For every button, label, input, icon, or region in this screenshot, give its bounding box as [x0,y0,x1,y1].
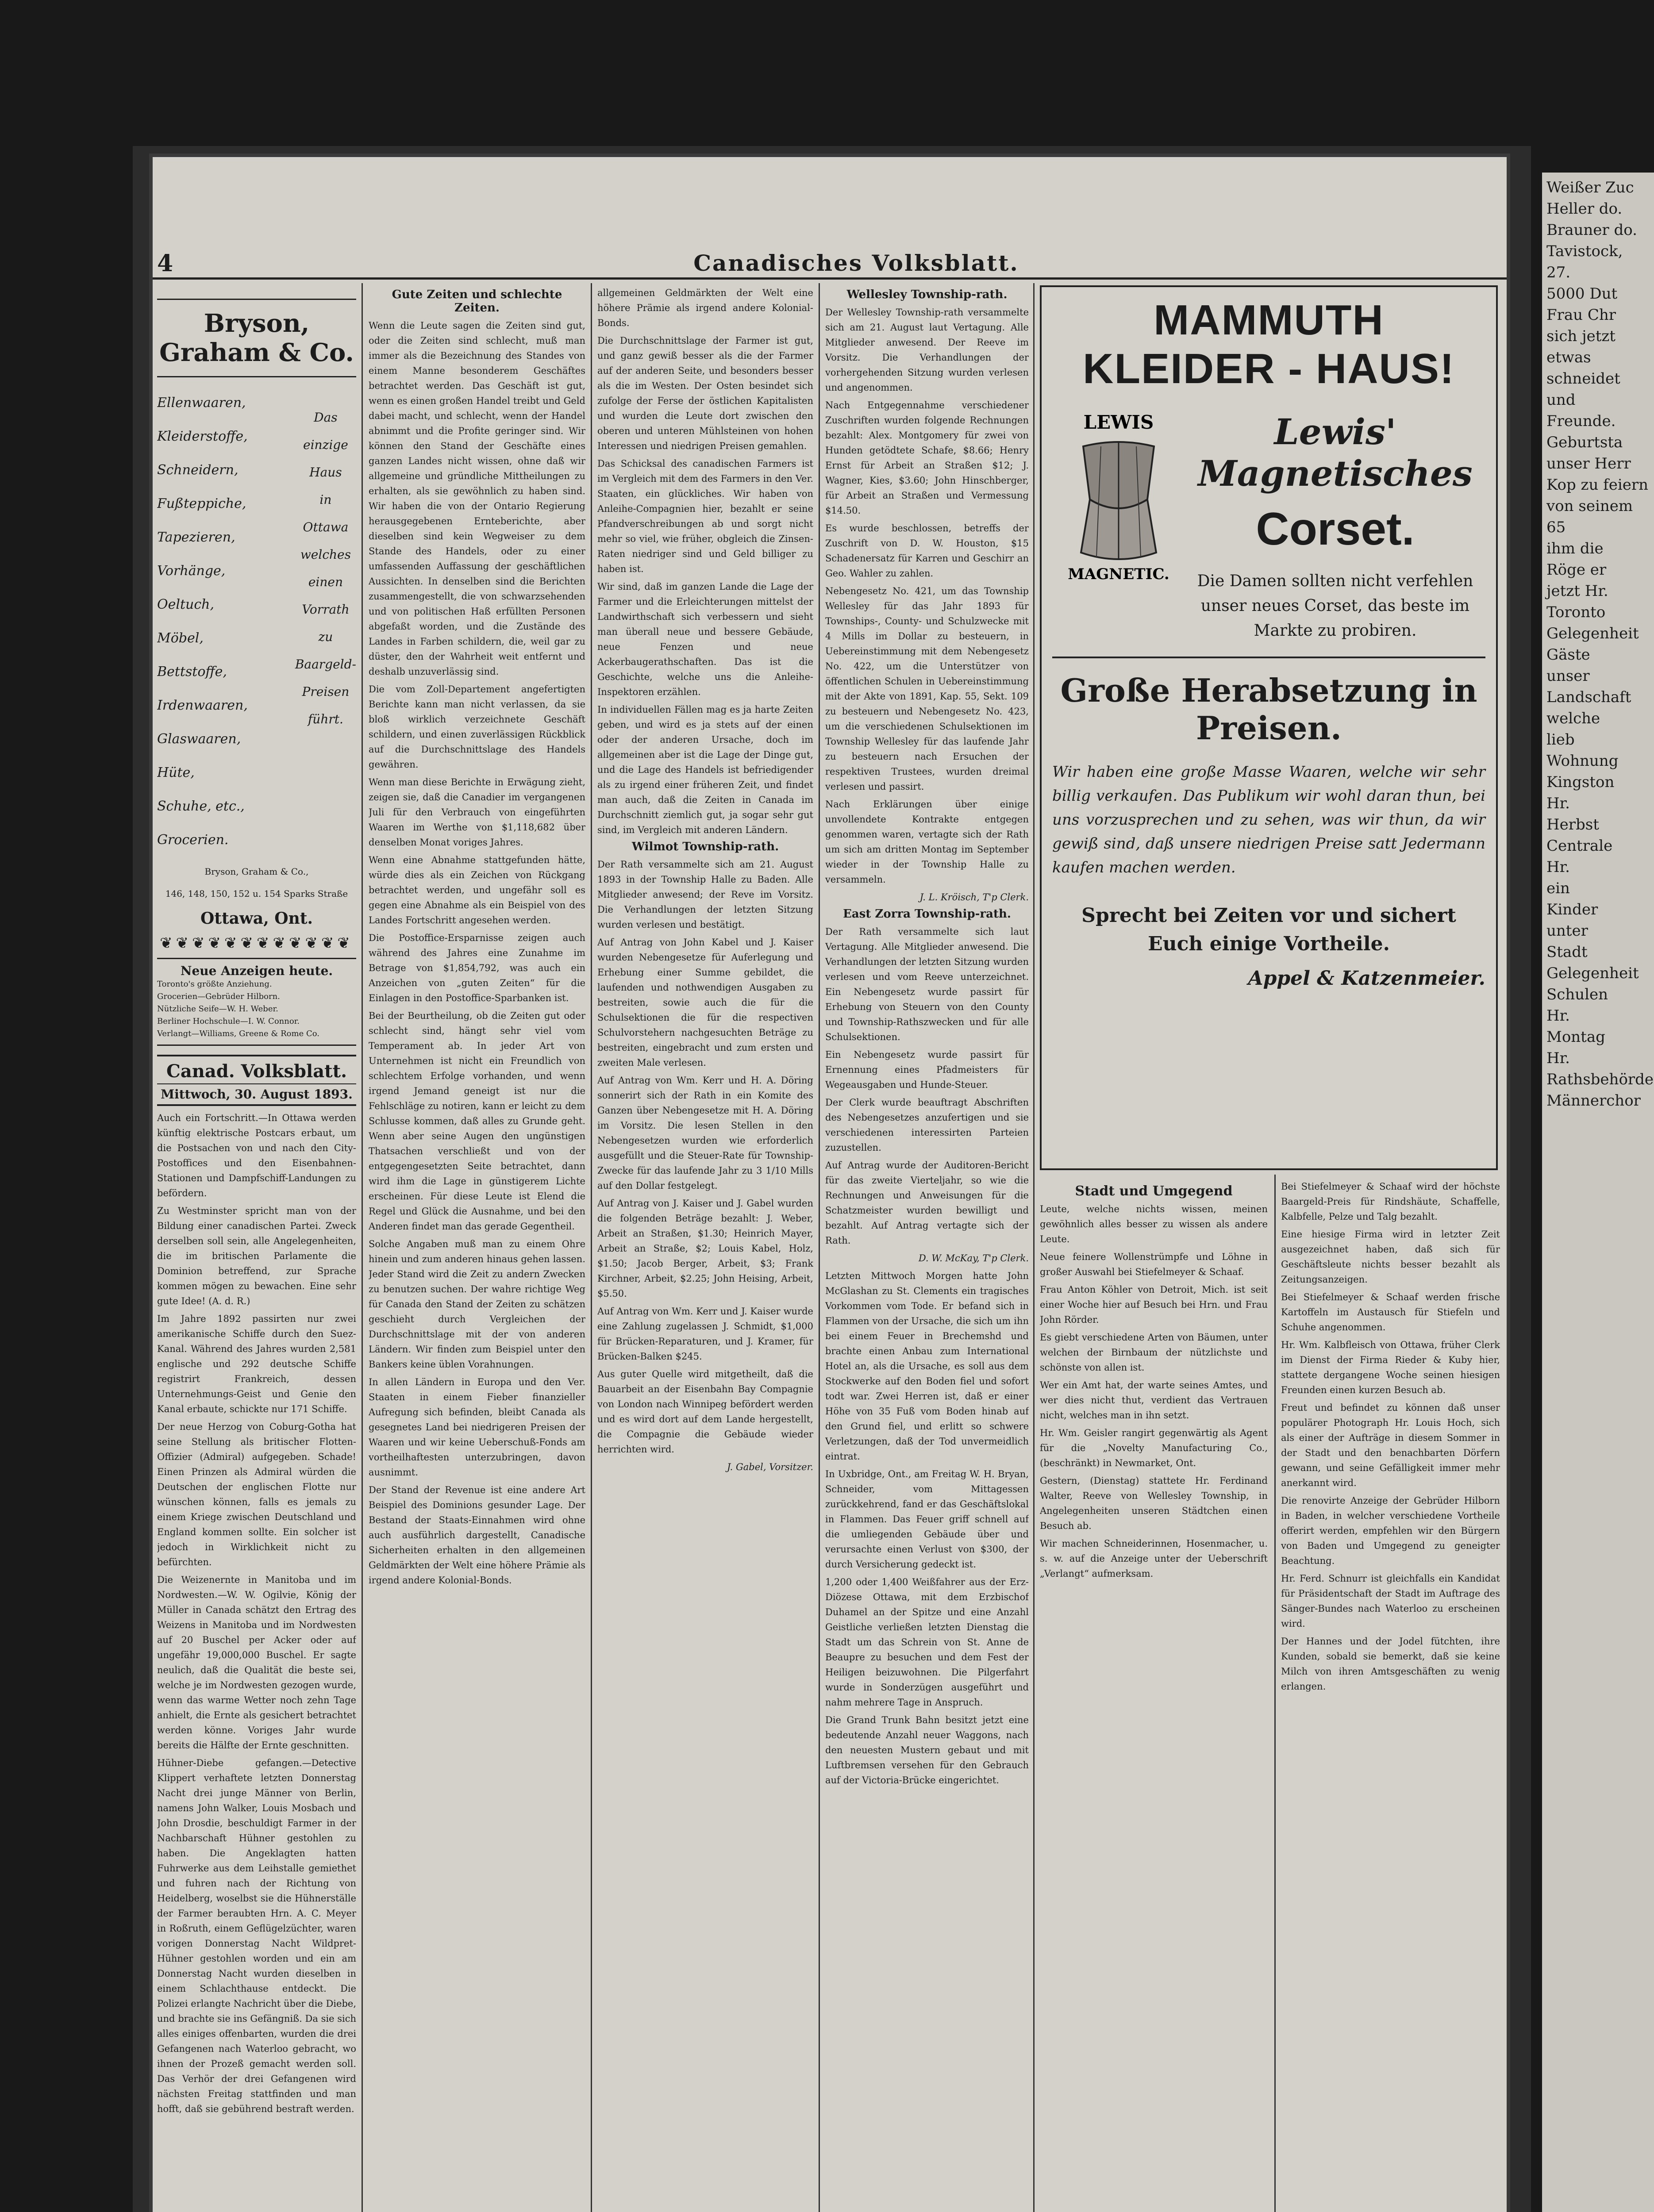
column-5-local-news [1040,1202,1268,1581]
column-divider [1274,1175,1276,2212]
news-paragraph: Die Grand Trunk Bahn besitzt jetzt eine bedeutende Anzahl neuer Waggons, nach den neuesten Mustern gebaut und mit Luftbremsen versehen für den Gebrauch auf der Victoria-Brücke eingerichtet. [825,1715,1029,1786]
adjacent-line: ein [1546,879,1570,897]
adjacent-line: Kop zu feiern [1546,476,1648,494]
column-3-articles [597,285,813,837]
article-paragraph: Die Durchschnittslage der Farmer ist gut, und ganz gewiß besser als die der Farmer auf der anderen Seite, und besonders besser als die im Westen. Der Osten besindet sich zufolge der Ferse der östlichen Kapitalisten und wurden die Leute dort zwischen den oberen und unteren Mühlsteinen von hohen Interessen und niedrigen Preisen gemahlen. [597,335,813,451]
ad-side-word: in [319,492,332,507]
adjacent-line: von seinem 65 [1546,497,1633,536]
local-news-item: Hr. Wm. Kalbfleisch von Ottawa, früher Clerk im Dienst der Firma Rieder & Kuby hier, stattete dergangene Woche seinen hiesigen Freunden einen kurzen Besuch ab. [1281,1340,1500,1395]
local-news-item: Eine hiesige Firma wird in letzter Zeit ausgezeichnet haben, daß sich für Geschäftsleute nichts besser bezahlt als Zeitungsanzeigen. [1281,1229,1500,1285]
local-news-item: Bei Stiefelmeyer & Schaaf werden frische Kartoffeln im Austausch für Stiefeln und Schuhe angenommen. [1281,1292,1500,1333]
local-news-item: Wer ein Amt hat, der warte seines Amtes, und wer dies nicht thut, verdient das Vertrauen nicht, welches man in ihn setzt. [1040,1380,1268,1421]
article-paragraph: Der Rath versammelte sich laut Vertagung. Alle Mitglieder anwesend. Die Verhandlungen der letzten Sitzung wurden verlesen und vom Reeve unterzeichnet. Ein Nebengesetz wurde passirt für Erhebung von Steuern von den County und Township-Rathszwecken und für alle Schulsektionen. [825,926,1029,1042]
adjacent-line: Geburtsta [1546,434,1623,451]
adjacent-line: Toronto [1546,603,1606,621]
adjacent-line: Rathsbehörde [1546,1071,1654,1088]
local-news-item: Wir machen Schneiderinnen, Hosenmacher, u. s. w. auf die Anzeige unter der Ueberschrift „Verlangt“ aufmerksam. [1040,1538,1268,1579]
local-news-item: Leute, welche nichts wissen, meinen gewöhnlich alles besser zu wissen als andere Leute. [1040,1204,1268,1244]
adjacent-line: Röge er [1546,561,1607,579]
article-paragraph: Wenn eine Abnahme stattgefunden hätte, würde dies als ein Zeichen von Rückgang betrachtet werden, und ungefähr soll es gegen eine Abnahme als ein Beispiel von des Landes Fortschritt angesehen werden. [369,855,585,926]
adjacent-line: Weißer Zuc [1546,179,1634,196]
article-paragraph: Wenn man diese Berichte in Erwägung zieht, zeigen sie, daß die Canadier im vergangenen Juli für den Verbrauch von eingeführten Waaren im Werthe von $1,118,682 über denselben Monat voriges Jahres. [369,777,585,848]
article-paragraph: Ein Nebengesetz wurde passirt für Ernennung eines Pfadmeisters für Wegeausgaben und Hunde-Steuer. [825,1049,1029,1090]
article-paragraph: Auf Antrag von Wm. Kerr und J. Kaiser wurde eine Zahlung zugelassen J. Schmidt, $1,000 für Brücken-Reparaturen, und J. Kramer, für Brücken-Balken $245. [597,1306,813,1362]
ad-side-word: Haus [309,465,342,480]
paper-date: Mittwoch, 30. August 1893. [157,1083,356,1106]
adjacent-line: unter [1546,922,1588,940]
header-rule [153,277,1507,280]
ad-firm: Appel & Katzenmeier. [1248,967,1485,990]
article-paragraph: Der neue Herzog von Coburg-Gotha hat seine Stellung als britischer Flotten-Offizier (Admiral) aufgegeben. Schade! Einen Prinzen als Admiral würden die Deutschen der englischen Flotte nur wünschen können, falls es jemals zu einem Kriege zwischen Deutschland und England kommen sollte. Ein solcher ist jedoch in Wirklichkeit nicht zu befürchten. [157,1421,356,1567]
masthead: Canadisches Volksblatt. [693,250,1019,276]
adjacent-line: Frau Chr [1546,306,1616,324]
adjacent-line: Montag [1546,1028,1605,1046]
local-news-item: Es giebt verschiedene Arten von Bäumen, unter welchen der Birnbaum der nützlichste und schönste von allen ist. [1040,1332,1268,1373]
article-paragraph: Der Rath versammelte sich am 21. August 1893 in der Township Halle zu Baden. Alle Mitglieder anwesend; der Reve im Vorsitz. Die Verhandlungen der letzten Sitzung wurden verlesen und bestätigt. [597,859,813,930]
article-paragraph: Nebengesetz No. 421, um das Township Wellesley für das Jahr 1893 für Townships-, County- und Schulzwecke mit 4 Mills im Dollar zu besteuern, in Uebereinstimmung mit dem Nebengesetz No. 422, um die Unterstützer von öffentlichen Schulen in Uebereinstimmung mit der Akte von 1891, Kap. 55, Sekt. 109 zu besteuern und Nebengesetz No. 423, um die verschiedenen Schulsektionen im Township Wellesley für das laufende Jahr zu besteuern nach Ersuchen der respektiven Trustees, wurden dreimal verlesen und passirt. [825,586,1029,792]
ad-title: MAMMUTH KLEIDER - HAUS! [1083,296,1455,392]
column-4-news [825,1268,1029,1788]
ad-side-word: Das [314,410,338,425]
adjacent-line: ihm die [1546,540,1604,557]
corset-section [1052,407,1485,643]
ad-side-word: Ottawa [303,520,349,534]
adjacent-line: Kinder [1546,901,1598,918]
new-ad-line: Grocerien—Gebrüder Hilborn. [157,992,280,1001]
new-ads-title: Neue Anzeigen heute. [180,964,333,978]
page-header [153,250,1507,276]
column-1-articles [157,1110,356,2116]
price-heading: Große Herabsetzung in Preisen. [1052,657,1485,747]
new-ads-box [157,958,356,1046]
column-2 [369,285,585,2212]
ad-item: Irdenwaaren, [157,698,248,713]
adjacent-line: Hr. [1546,1007,1570,1025]
ad-address: 146, 148, 150, 152 u. 154 Sparks Straße [165,888,348,899]
column-6-local-news [1281,1179,1500,1694]
ad-side-word: führt. [308,712,343,726]
article-title: East Zorra Township-rath. [843,907,1011,921]
ad-item: Glaswaaren, [157,731,241,747]
column-3-subarticles [597,857,813,1457]
column-3 [597,285,813,2212]
article-paragraph: Auf Antrag von John Kabel und J. Kaiser wurden Nebengesetze für Auferlegung und Erhebung einer Summe gebildet, die laufenden und nothwendigen Ausgaben zu bestreiten, sowie auch die für die Schulsektionen die für die respectiven Schulvorstehern nachgesuchten Beträge zu bestreiten, eingebracht und zum ersten und zweiten Male verlesen. [597,937,813,1068]
local-news-item: Der Hannes und der Jodel fütchten, ihre Kunden, sobald sie bemerkt, daß sie keine Milch von ihren Amtsgeschäften zu wenig erlangen. [1281,1636,1500,1692]
ad-item: Schneidern, [157,462,238,478]
adjacent-line: Schulen [1546,986,1608,1003]
local-news-item: Freut und befindet zu können daß unser populärer Photograph Hr. Louis Hoch, sich als einer der Aufträge in diesem Sommer in der Stadt und den benachbarten Dörfern gewann, und seine Gefälligkeit immer mehr anerkannt wird. [1281,1402,1500,1488]
corset-headings [1185,407,1485,643]
signature: J. Gabel, Vorsitzer. [727,1462,813,1472]
article-paragraph: In allen Ländern in Europa und den Ver. Staaten in einem Fieber finanzieller Aufregung sich befinden, bleibt Canada als gesegnetes Land bei niedrigeren Preisen der Waaren und wir keine Ueberschuß-Fonds am vortheilhaftesten unterzubringen, davon ausnimmt. [369,1377,585,1478]
local-news-item: Gestern, (Dienstag) stattete Hr. Ferdinand Walter, Reeve von Wellesley Township, in Angelegenheiten unseren Städtchen einen Besuch ab. [1040,1475,1268,1531]
ad-text: Die Damen sollten nicht verfehlen unser neues Corset, das beste im Markte zu probiren. [1197,572,1473,640]
adjacent-line: welche [1546,710,1600,727]
column-5 [1040,1179,1268,2212]
new-ads-list [157,978,356,1040]
signature: D. W. McKay, T'p Clerk. [918,1253,1029,1263]
ad-item: Fußteppiche, [157,496,246,511]
adjacent-line: Herbst [1546,816,1599,833]
adjacent-line: Hr. [1546,1049,1570,1067]
adjacent-line: unser Herr [1546,455,1631,472]
ad-item: Grocerien. [157,832,229,848]
adjacent-line: Männerchor [1546,1092,1641,1110]
adjacent-line: Hr. [1546,795,1570,812]
ad-call-to-action: Sprecht bei Zeiten vor und sichert Euch einige Vortheile. [1081,904,1456,955]
new-ad-line: Toronto's größte Anziehung. [157,979,272,989]
ad-item: Vorhänge, [157,563,226,579]
article-paragraph: Die vom Zoll-Departement angefertigten Berichte kann man nicht verlassen, da sie bloß wirklich verzeichnete Geschäft schildern, und einen zuverlässigen Rückblick auf die Durchschnittslage des Handels gewähren. [369,684,585,770]
ad-firm-repeat: Bryson, Graham & Co., [204,866,309,877]
ad-side-word: einzige [303,438,348,452]
signature: J. L. Kröisch, T'p Clerk. [919,892,1029,902]
article-paragraph: Die Postoffice-Ersparnisse zeigen auch während des Jahres eine Zunahme im Betrage von $1,854,792, was auch ein Anzeichen von „guten Zeiten“ für die Einlagen in den Postoffice-Sparbanken ist. [369,933,585,1003]
local-news-item: Hr. Wm. Geisler rangirt gegenwärtig als Agent für die „Novelty Manufacturing Co., (beschränkt) in Newmarket, Ont. [1040,1428,1268,1468]
column-divider [1033,283,1035,2212]
adjacent-line: unser [1546,667,1590,685]
article-paragraph: Auf Antrag von J. Kaiser und J. Gabel wurden die folgenden Beträge bezahlt: J. Weber, Arbeit an Straßen, $1.30; Heinrich Mayer, Arbeit an Straße, $2; Louis Kabel, Holz, $1.50; Jacob Berger, Arbeit, $3; Frank Kirchner, Arbeit, $2.25; John Heising, Arbeit, $5.50. [597,1198,813,1299]
article-paragraph: Es wurde beschlossen, betreffs der Zuschrift von D. W. Houston, $15 Schadenersatz für Karren und Geschirr an Geo. Wahler zu zahlen. [825,523,1029,579]
article-paragraph: Der Clerk wurde beauftragt Abschriften des Nebengesetzes anzufertigen und sie verschiedenen interessirten Parteien zuzustellen. [825,1097,1029,1153]
article-paragraph: Wir sind, daß im ganzen Lande die Lage der Farmer und die Erleichterungen mittelst der Landwirthschaft sich verbessern und sieht man überall neue und bessere Gebäude, neue Fenzen und neue Ackerbaugerathschaften. Das ist die Geschichte, welche uns die Anleihe-Inspektoren erzählen. [597,581,813,697]
article-paragraph: allgemeinen Geldmärkten der Welt eine höhere Prämie als irgend andere Kolonial-Bonds. [597,288,813,328]
column-6 [1281,1179,1500,2212]
article-title: Wilmot Township-rath. [631,840,779,853]
ad-item: Möbel, [157,630,204,646]
ad-body: Wir haben eine große Masse Waaren, welche wir sehr billig verkaufen. Das Publikum wir wohl daran thun, bei uns vorzusprechen und zu sehen, was wir thun, da wir gewiß sind, daß unsere niedrigen Preise satt Jedermann kaufen machen werden. [1052,763,1485,876]
adjacent-line: Gelegenheit [1546,964,1639,982]
adjacent-page [1542,173,1654,2212]
ad-side-word: einen [308,575,343,589]
adjacent-line: Hr. [1546,858,1570,876]
adjacent-line: Heller do. [1546,200,1623,218]
adjacent-line: Brauner do. [1546,221,1637,239]
article-paragraph: Nach Erklärungen über einige unvollendete Kontrakte entgegen genommen waren, vertagte sich der Rath um sich am dritten Montag im September wieder in der Township Halle zu versammeln. [825,799,1029,885]
adjacent-line: 5000 Dut [1546,285,1618,303]
local-news-item: Hr. Ferd. Schnurr ist gleichfalls ein Kandidat für Präsidentschaft der Stadt im Auftrage des Sänger-Bundes nach Waterloo zu erscheinen wird. [1281,1573,1500,1629]
adjacent-line: sich jetzt etwas [1546,327,1616,366]
new-ad-line: Berliner Hochschule—I. W. Connor. [157,1017,300,1026]
ad-side-word: Preisen [302,684,350,699]
column-2-articles [369,318,585,1588]
corset-label-top: LEWIS [1083,411,1154,433]
adjacent-line: Centrale [1546,837,1613,855]
adjacent-line: Tavistock, 27. [1546,242,1623,281]
column-4-subarticles [825,924,1029,1248]
article-paragraph: Der Wellesley Township-rath versammelte sich am 21. August laut Vertagung. Alle Mitglieder anwesend. Der Reeve im Vorsitz. Die Verhandlungen der vorhergehenden Sitzung wurden verlesen und angenommen. [825,307,1029,393]
ad-firm-name: Bryson, Graham & Co. [157,299,356,377]
article-paragraph: Die Weizenernte in Manitoba und im Nordwesten.—W. W. Ogilvie, König der Müller in Canada schätzt den Ertrag des Weizens in Manitoba und im Nordwesten auf 20 Buschel per Acker oder auf ungefähr 19,000,000 Buschel. Er sagte neulich, daß die Qualität die beste sei, welche je im Nordwesten gezogen wurde, wenn das warme Wetter noch zehn Tage anhielt, die Ernte als gesichert betrachtet werden könne. Voriges Jahr wurde bereits die Hälfte der Ernte geschnitten. [157,1575,356,1751]
column-4-articles [825,305,1029,887]
adjacent-line: Landschaft [1546,688,1631,706]
ad-item: Hüte, [157,765,195,780]
adjacent-page-text [1542,173,1654,1116]
article-paragraph: In individuellen Fällen mag es ja harte Zeiten geben, und wird es ja stets auf der einen oder der anderen Ursache, doch im allgemeinen aber ist die Lage der Dinge gut, und die Lage des Handels ist befriedigender als zu irgend einer früheren Zeit, und findet man auch, daß die Zeiten in Canada im Durchschnitt ziemlich gut, ja sogar sehr gut sind, im Vergleich mit anderen Ländern. [597,704,813,835]
ad-heading: Lewis' Magnetisches [1198,411,1473,494]
article-paragraph: Der Stand der Revenue ist eine andere Art Beispiel des Dominions gesunder Lage. Der Bestand der Staats-Einnahmen wird ohne auch ausführlich dargestellt, Canadische Sicherheiten erhalten in den allgemeinen Geldmärkten der Welt eine höhere Prämie als irgend andere Kolonial-Bonds. [369,1485,585,1586]
column-1 [157,285,356,2212]
ad-item: Schuhe, etc., [157,799,245,814]
adjacent-line: Gelegenheit [1546,625,1639,642]
article-paragraph: Solche Angaben muß man zu einem Ohre hinein und zum anderen hinaus gehen lassen. Jeder Stand wird die Zeit zu andern Zwecken zu benutzen suchen. Der wahre richtige Weg für Canada den Stand der Zeiten zu schätzen geschieht durch Vergleichen der Durchschnittslage mit der von anderen Ländern. Wir finden zum Beispiel unter den Bankers keine üblen Vorahnungen. [369,1239,585,1370]
corset-illustration [1052,407,1185,584]
adjacent-line: jetzt Hr. [1546,582,1608,600]
page-number: 4 [157,250,173,277]
adjacent-line: schneidet und [1546,370,1620,409]
newspaper-page [153,157,1507,2212]
ad-items-left [157,386,248,857]
local-news-item: Die renovirte Anzeige der Gebrüder Hilborn in Baden, in welcher verschiedene Vortheile offerirt werden, empfehlen wir den Bürgern von Baden und Umgegend zu geneigter Beachtung. [1281,1495,1500,1566]
column-4 [825,285,1029,2212]
section-title: Stadt und Umgegend [1075,1183,1233,1199]
adjacent-line: Kingston [1546,773,1615,791]
adjacent-line: Wohnung [1546,752,1619,770]
article-paragraph: Auch ein Fortschritt.—In Ottawa werden künftig elektrische Postcars erbaut, um die Postsachen von und nach den City-Postoffices und den Eisenbahnen-Stationen und Dampfschiff-Landungen zu befördern. [157,1113,356,1198]
ad-side-word: Baargeld- [295,657,356,672]
article-title: Gute Zeiten und schlechte Zeiten. [392,288,562,315]
article-paragraph: Auf Antrag von Wm. Kerr und H. A. Döring sonnerirt sich der Rath in ein Komite des Ganzen über Nebengesetze mit H. A. Döring im Vorsitz. Die lesen Stellen in den Nebengesetzen wurden wie erforderlich ausgefüllt und die Steuer-Rate für Township-Zwecke für das laufende Jahr zu 3 1/10 Mills auf den Dollar festgelegt. [597,1075,813,1191]
mammoth-ad [1040,285,1498,1170]
ad-side-word: Vorrath [302,602,350,617]
ad-item-list [157,386,356,857]
article-paragraph: Nach Entgegennahme verschiedener Zuschriften wurden folgende Rechnungen bezahlt: Alex. Montgomery für zwei von Hunden getödtete Schafe, $8.66; Henry Ernst für Arbeit an Straßen $12; J. Wagner, Kies, $3.60; John Hinschberger, für Arbeit an Straßen und Vermessung $14.50. [825,400,1029,516]
article-paragraph: Das Schicksal des canadischen Farmers ist im Vergleich mit dem des Farmers in den Ver. Staaten, ein glückliches. Wir haben von Anleihe-Compagnien hier, bezahlt er seine Pfandverschreibungen ab und sorgt nicht mehr so viel, wie früher, obgleich die Zinsen-Raten niedriger sind und Geld billiger zu haben ist. [597,458,813,574]
article-title: Wellesley Township-rath. [846,288,1008,301]
local-news-item: Frau Anton Köhler von Detroit, Mich. ist seit einer Woche hier auf Besuch bei Hrn. und Frau John Rörder. [1040,1284,1268,1325]
ad-side-word: zu [318,630,333,644]
news-paragraph: In Uxbridge, Ont., am Freitag W. H. Bryan, Schneider, vom Mittagessen zurückkehrend, fand er das Geschäftslokal in Flammen. Das Feuer griff schnell auf die umliegenden Gebäude über und verursachte einen Verlust von $300, der durch Versicherung gedeckt ist. [825,1469,1029,1570]
adjacent-line: Gäste [1546,646,1590,664]
ad-side-word: welches [300,547,351,562]
corset-label-bottom: MAGNETIC. [1068,565,1169,583]
adjacent-line: Freunde. [1546,412,1616,430]
article-paragraph: Bei der Beurtheilung, ob die Zeiten gut oder schlecht sind, hängt sehr viel vom Temperament ab. In jeder Art von Unternehmen ist nicht ein Freundlich von schlechtem Erfolge vorhanden, und wenn irgend Jemand geneigt ist nur die Fehlschläge zu notiren, kann er leicht zu dem Schlusse kommen, daß alles zu Grunde geht. Wenn aber seine Augen den ungünstigen Thatsachen verschließt und von der entgegengesetzten Seite betrachtet, dann wird ihm die Lage in günstigerem Lichte erscheinen. Für diese Leute ist Elend die Regel und Glück die Ausnahme, und bei den Anderen findet man das gerade Gegentheil. [369,1010,585,1232]
ad-city: Ottawa, Ont. [200,909,313,928]
news-paragraph: Letzten Mittwoch Morgen hatte John McGlashan zu St. Clements ein tragisches Vorkommen vom Tode. Er befand sich in Flammen von der Ursache, die sich um ihn bei einem Feuer in Brechemshd und brachte einen Anbau zum International Hotel an, als die Ursache, es soll aus dem Stockwerke auf den Boden fiel und sofort todt war. Zwei Herren ist, daß er einer Höhe von 35 Fuß vom Boden hinab auf den Grund fiel, und erlitt so schwere Verletzungen, daß der Tod unvermeidlich eintrat. [825,1271,1029,1462]
local-news-item: Neue feinere Wollenstrümpfe und Löhne in großer Auswahl bei Stiefelmeyer & Schaaf. [1040,1252,1268,1277]
paper-name: Canad. Volksblatt. [157,1055,356,1082]
ad-item: Ellenwaaren, [157,395,246,411]
article-paragraph: Im Jahre 1892 passirten nur zwei amerikanische Schiffe durch den Suez-Kanal. Während des Jahres wurden 2,581 englische und 292 deutsche Schiffe registrirt Frankreich, dessen Unternehmungs-Geist und Genie den Kanal erbaute, schickte nur 171 Schiffe. [157,1313,356,1414]
ad-heading: Corset. [1256,503,1415,555]
news-paragraph: 1,200 oder 1,400 Weißfahrer aus der Erz-Diözese Ottawa, mit dem Erzbischof Duhamel an der Spitze und eine Anzahl Geistliche verließen letzten Dienstag die Stadt um das Schrein von St. Anne de Beaupre zu besuchen und dem Fest der Heiligen beizuwohnen. Die Pilgerfahrt wurde in Sonderzügen ausgeführt und nahm mehrere Tage in Anspruch. [825,1577,1029,1708]
article-paragraph: Hühner-Diebe gefangen.—Detective Klippert verhaftete letzten Donnerstag Nacht drei junge Männer von Berlin, namens John Walker, Louis Mosbach und John Drosdie, beschuldigt Farmer in der Nachbarschaft Hühner gestohlen zu haben. Die Angeklagten hatten Fuhrwerke aus dem Leihstalle gemiethet und fuhren nach der Richtung von Heidelberg, woselbst sie die Hühnerställe der Farmer beraubten Hrn. A. C. Meyer in Roßruth, einem Geflügelzüchter, waren vorigen Donnerstag Nacht Wildpret-Hühner gestohlen worden und ein am Donnerstag Nacht wurden dieselben in einem Schlachthause entdeckt. Die Polizei erlangte Nachricht über die Diebe, und brachte sie ins Gefängniß. Da sie sich alles einiges offenbarten, wurden die drei Gefangenen nach Waterloo gebracht, wo ihnen der Prozeß gemacht werden soll. Das Verhör der drei Gefangenen wird nächsten Freitag stattfinden und man hofft, daß sie gebührend bestraft werden. [157,1758,356,2114]
ad-items-right [295,386,356,857]
article-paragraph: Auf Antrag wurde der Auditoren-Bericht für das zweite Vierteljahr, so wie die Rechnungen und Anweisungen für die Schatzmeister wurden bewilligt und bezahlt. Auf Antrag vertagte sich der Rath. [825,1160,1029,1246]
adjacent-line: Stadt [1546,943,1588,961]
article-paragraph: Zu Westminster spricht man von der Bildung einer canadischen Partei. Zweck derselben soll sein, alle Angelegenheiten, die im britischen Parlamente die Dominion betreffend, zur Sprache kommen mögen zu bewachen. Eine sehr gute Idee! (A. d. R.) [157,1206,356,1306]
column-divider [362,283,363,2212]
article-paragraph: Wenn die Leute sagen die Zeiten sind gut, oder die Zeiten sind schlecht, muß man immer als die Bezeichnung des Standes von einem Manne besonderem Geschäftes betrachtet werden. Das Geschäft ist gut, wenn es einen großen Handel treibt und Geld dabei macht, und schlecht, wenn der Handel abnimmt und die Profite geringer sind. Wir können den Stand der Geschäfte eines ganzen Landes nicht wissen, ohne daß wir allgemeine und gründliche Mittheilungen zu erhalten, als sie gewöhnlich zu haben sind. Wir haben die von der Ontario Regierung herausgegebenen Ernteberichte, aber dieselben sind kein Wegweiser zu dem Stande des Handels, oder zu einer umfassenden Auffassung der geschäftlichen Aussichten. In denselben sind die Berichten zusammengestellt, die von schwarzsehenden und von politischen Haß erfüllten Personen abgefaßt worden, und die Zustände des Landes in Farben schildern, die, weil gar zu düster, den der Wahrheit weit entfernt und deshalb unzuverlässig sind. [369,320,585,677]
column-divider [819,283,820,2212]
ad-item: Kleiderstoffe, [157,429,248,444]
new-ad-line: Nützliche Seife—W. H. Weber. [157,1004,278,1014]
ad-item: Bettstoffe, [157,664,227,680]
ad-item: Tapezieren, [157,530,235,545]
column-divider [591,283,592,2212]
ornament-row: ❦❦❦❦❦❦❦❦❦❦❦❦ [160,934,354,952]
article-paragraph: Aus guter Quelle wird mitgetheilt, daß die Bauarbeit an der Eisenbahn Bay Compagnie von London nach Winnipeg befördert werden und es wird dort auf dem Lande hergestellt, die Compagnie die Gebäude wieder herrichten wird. [597,1369,813,1455]
ad-item: Oeltuch, [157,597,214,612]
local-news-item: Bei Stiefelmeyer & Schaaf wird der höchste Baargeld-Preis für Rindshäute, Schaffelle, Kalbfelle, Pelze und Talg bezahlt. [1281,1181,1500,1222]
adjacent-line: lieb [1546,731,1575,749]
new-ad-line: Verlangt—Williams, Greene & Rome Co. [157,1029,319,1038]
